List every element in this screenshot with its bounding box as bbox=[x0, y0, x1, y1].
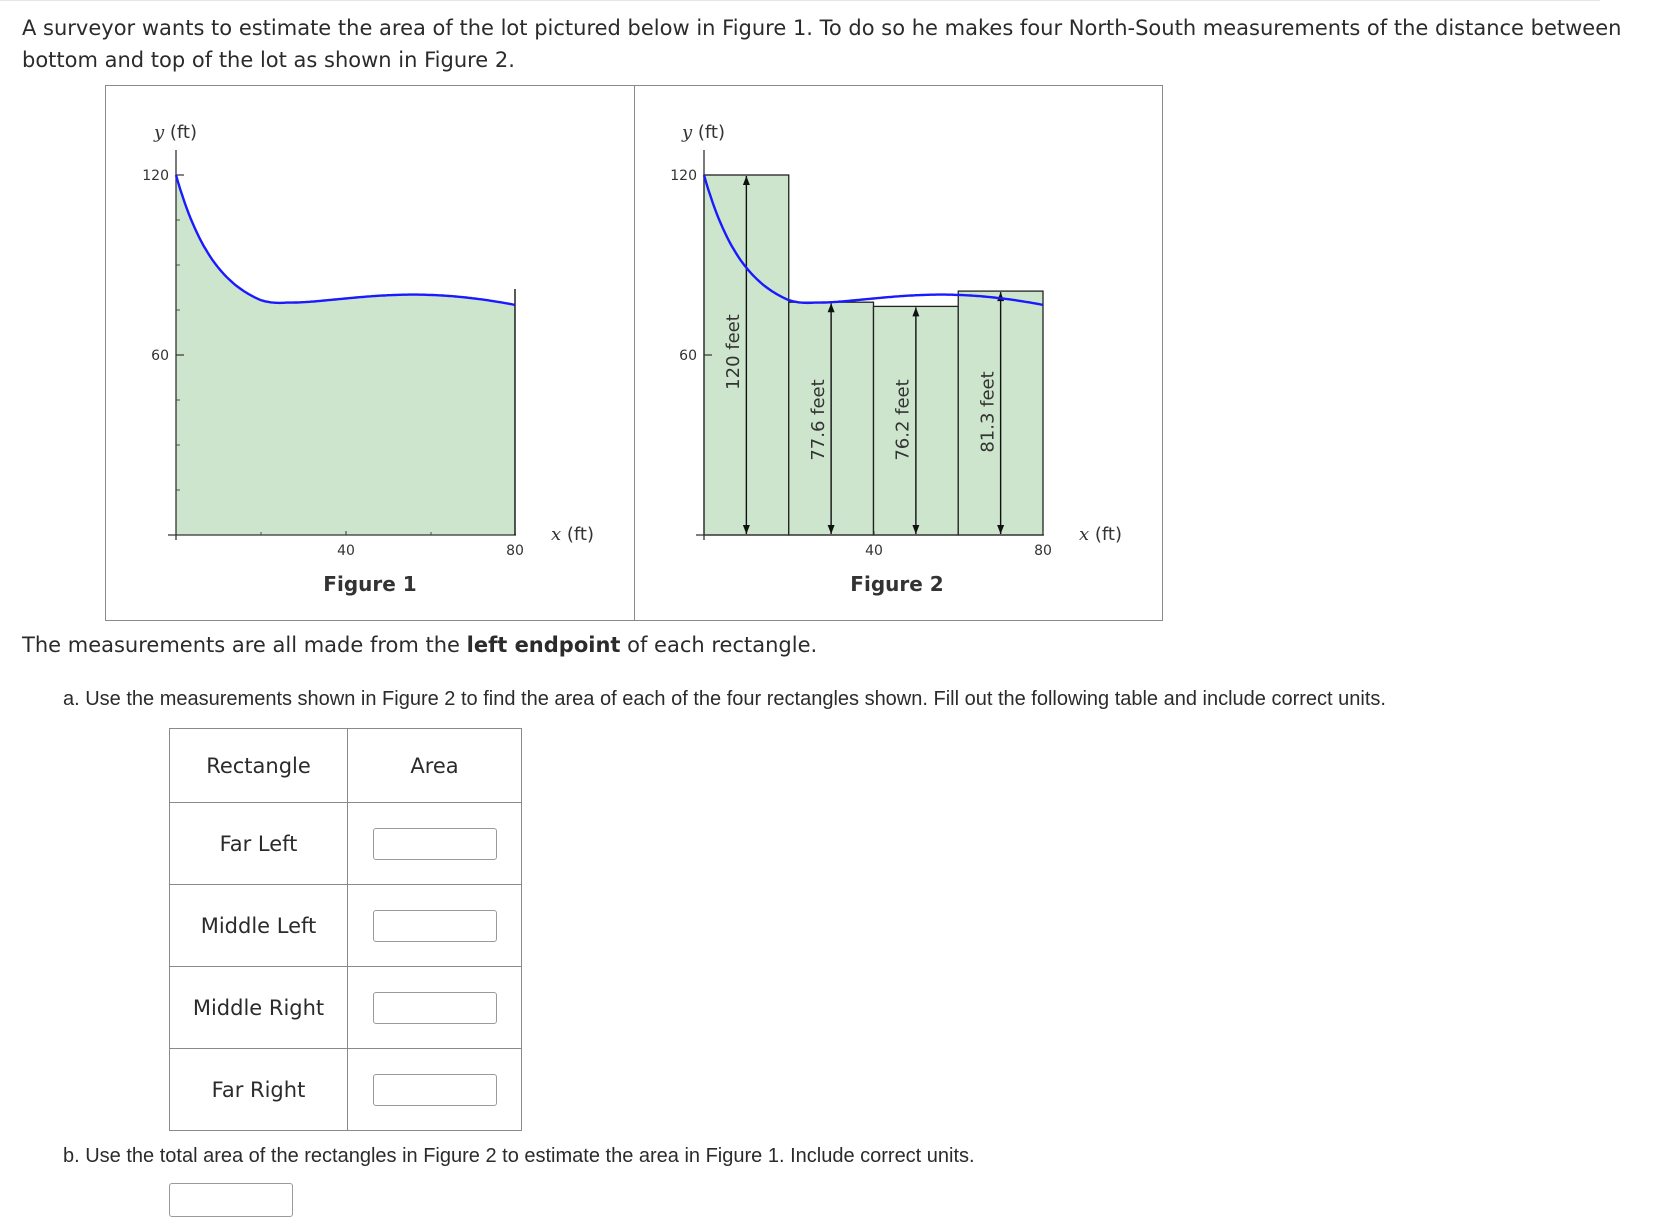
total-area-input[interactable] bbox=[169, 1183, 293, 1217]
top-divider bbox=[0, 0, 1600, 1]
figure-1 bbox=[142, 122, 594, 596]
measurement-label-2: 77.6 feet bbox=[807, 379, 829, 461]
y-axis-label: y (ft) bbox=[154, 122, 198, 143]
x-axis-label: x (ft) bbox=[551, 524, 595, 545]
row-label-far-right: Far Right bbox=[170, 1049, 348, 1131]
row-label-middle-left: Middle Left bbox=[170, 885, 348, 967]
x-tick-40: 40 bbox=[865, 543, 883, 559]
area-input-middle-left[interactable] bbox=[373, 910, 497, 942]
measurement-label-1: 120 feet bbox=[723, 314, 744, 390]
question-b: b. Use the total area of the rectangles in Figure 2 to estimate the area in Figure 1. Include correct units. bbox=[63, 1145, 975, 1167]
figures-panel bbox=[105, 85, 1163, 621]
header-area: Area bbox=[348, 729, 522, 803]
table-row bbox=[170, 885, 522, 967]
measurement-note: The measurements are all made from the left endpoint of each rectangle. bbox=[22, 633, 818, 657]
figure-2-caption: Figure 2 bbox=[850, 572, 944, 596]
table-row bbox=[170, 1049, 522, 1131]
table-header-row bbox=[170, 729, 522, 803]
y-tick-120: 120 bbox=[670, 168, 697, 184]
x-axis-label: x (ft) bbox=[1079, 524, 1123, 545]
lot-area-fill bbox=[176, 175, 515, 535]
table-row bbox=[170, 803, 522, 885]
question-a: a. Use the measurements shown in Figure 2 to find the area of each of the four rectangles shown. Fill out the following table and include correct units. bbox=[63, 688, 1386, 710]
area-table bbox=[169, 728, 522, 1131]
figures-svg bbox=[106, 86, 1164, 622]
x-tick-80: 80 bbox=[506, 543, 524, 559]
y-tick-60: 60 bbox=[151, 348, 169, 364]
left-endpoint-emphasis: left endpoint bbox=[466, 633, 621, 657]
figure-1-caption: Figure 1 bbox=[323, 572, 417, 596]
header-rectangle: Rectangle bbox=[170, 729, 348, 803]
measurement-label-3: 76.2 feet bbox=[892, 379, 914, 461]
riemann-rectangles bbox=[704, 175, 1043, 535]
table-row bbox=[170, 967, 522, 1049]
problem-intro: A surveyor wants to estimate the area of the lot pictured below in Figure 1. To do so he makes four North-South measurements of the distance between bottom and top of the lot as shown in Figure 2. bbox=[22, 16, 1622, 72]
figure-2 bbox=[670, 122, 1122, 596]
y-axis-label: y (ft) bbox=[682, 122, 726, 143]
measurement-label-4: 81.3 feet bbox=[977, 371, 999, 453]
row-label-middle-right: Middle Right bbox=[170, 967, 348, 1049]
y-tick-60: 60 bbox=[679, 348, 697, 364]
row-label-far-left: Far Left bbox=[170, 803, 348, 885]
area-input-middle-right[interactable] bbox=[373, 992, 497, 1024]
y-tick-120: 120 bbox=[142, 168, 169, 184]
x-tick-80: 80 bbox=[1034, 543, 1052, 559]
x-tick-40: 40 bbox=[337, 543, 355, 559]
area-input-far-right[interactable] bbox=[373, 1074, 497, 1106]
area-input-far-left[interactable] bbox=[373, 828, 497, 860]
